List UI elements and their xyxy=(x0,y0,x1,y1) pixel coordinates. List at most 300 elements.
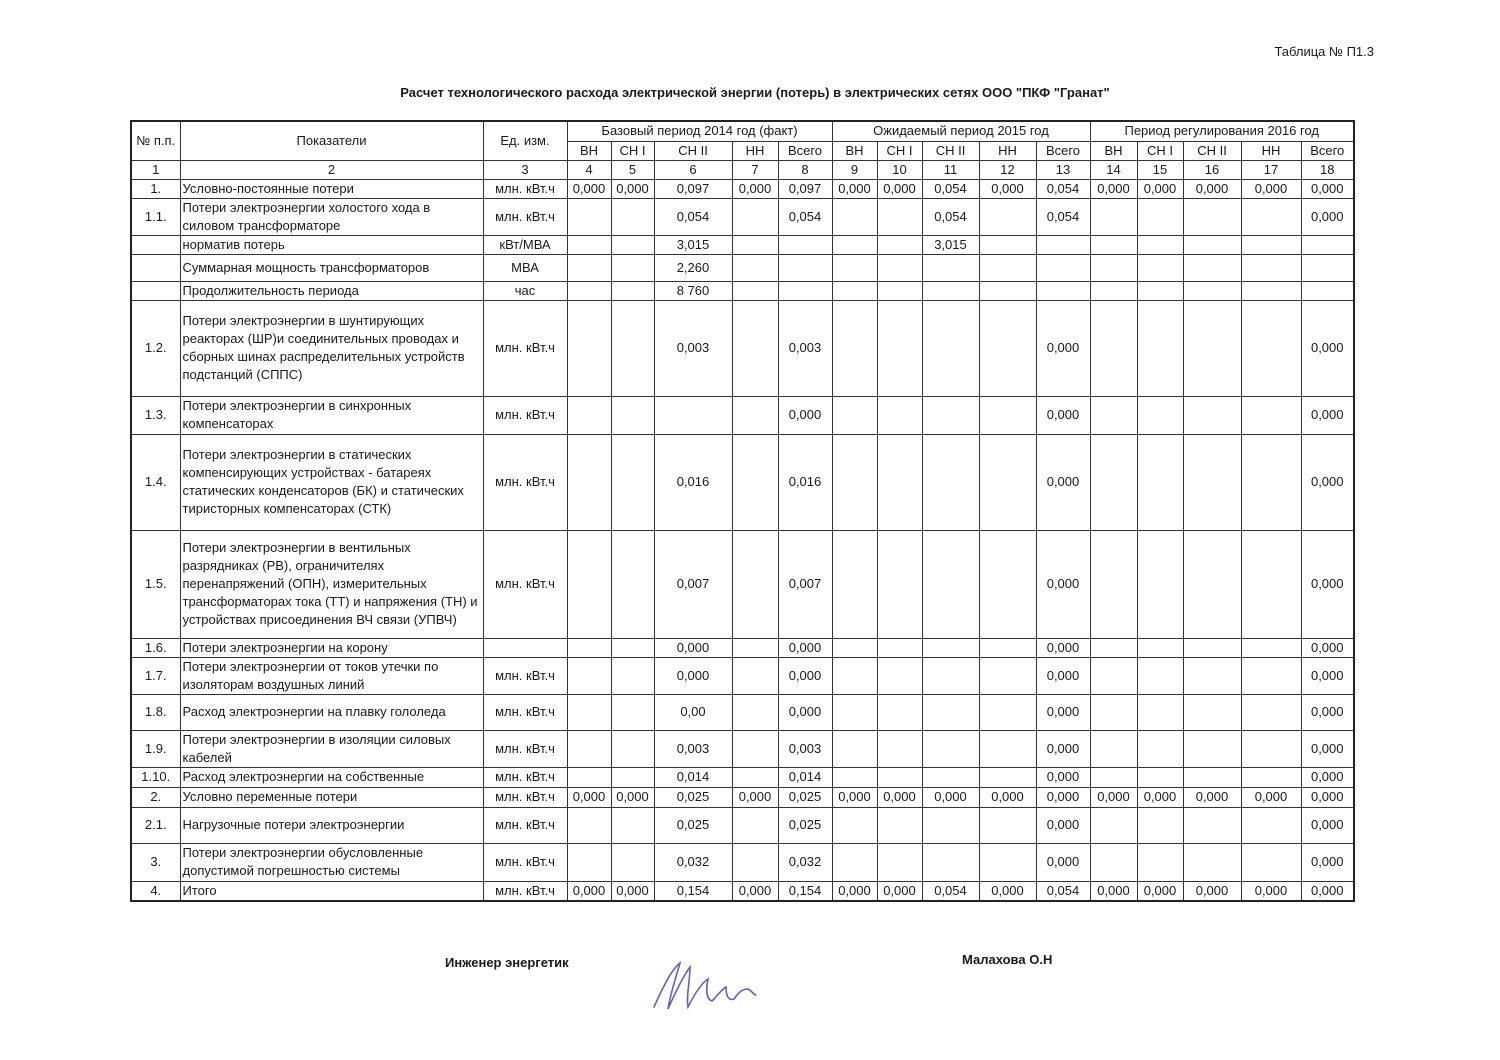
value-cell xyxy=(979,300,1036,396)
value-cell: 0,000 xyxy=(1090,179,1137,198)
value-cell xyxy=(732,657,778,694)
value-cell xyxy=(611,694,654,730)
value-cell: 0,025 xyxy=(778,787,832,807)
value-cell: 0,000 xyxy=(1137,179,1183,198)
table-row xyxy=(131,881,1354,901)
column-number: 11 xyxy=(922,160,979,179)
row-number: 1.8. xyxy=(131,694,180,730)
value-cell xyxy=(1090,767,1137,787)
value-cell xyxy=(922,807,979,843)
value-cell xyxy=(567,638,611,657)
value-cell xyxy=(1036,254,1090,281)
value-cell: 0,032 xyxy=(778,843,832,881)
value-cell xyxy=(832,807,877,843)
value-cell: 0,00 xyxy=(654,694,732,730)
column-number: 8 xyxy=(778,160,832,179)
value-cell: 0,014 xyxy=(654,767,732,787)
value-cell xyxy=(567,843,611,881)
value-cell xyxy=(832,235,877,254)
value-cell: 0,003 xyxy=(778,730,832,767)
value-cell xyxy=(1241,254,1301,281)
row-indicator: Потери электроэнергии в статических компенсирующих устройствах - батареях статических конденсаторов (БК) и статических тиристорных компенсаторах (СТК) xyxy=(180,434,483,530)
value-cell xyxy=(832,638,877,657)
value-cell: 0,003 xyxy=(654,300,732,396)
value-cell: 0,000 xyxy=(1301,198,1354,235)
table-row xyxy=(131,638,1354,657)
value-cell: 0,000 xyxy=(567,179,611,198)
value-cell xyxy=(1090,843,1137,881)
value-cell: 0,000 xyxy=(654,657,732,694)
row-unit: млн. кВт.ч xyxy=(483,807,567,843)
value-cell: 0,007 xyxy=(778,530,832,638)
value-cell xyxy=(1036,281,1090,300)
value-cell: 3,015 xyxy=(654,235,732,254)
row-indicator: Потери электроэнергии на корону xyxy=(180,638,483,657)
value-cell xyxy=(922,434,979,530)
value-cell xyxy=(611,657,654,694)
row-number: 1.5. xyxy=(131,530,180,638)
row-unit: час xyxy=(483,281,567,300)
value-cell xyxy=(567,807,611,843)
value-cell xyxy=(1241,530,1301,638)
value-cell: 0,000 xyxy=(1241,179,1301,198)
subheader-cell: ВН xyxy=(832,141,877,160)
value-cell xyxy=(1090,730,1137,767)
row-unit: млн. кВт.ч xyxy=(483,730,567,767)
subheader-cell: Всего xyxy=(1036,141,1090,160)
row-unit xyxy=(483,638,567,657)
value-cell: 0,000 xyxy=(778,657,832,694)
value-cell: 2,260 xyxy=(654,254,732,281)
value-cell: 0,000 xyxy=(1301,807,1354,843)
value-cell: 0,003 xyxy=(778,300,832,396)
value-cell xyxy=(732,434,778,530)
value-cell: 0,000 xyxy=(1301,767,1354,787)
value-cell: 0,000 xyxy=(1036,300,1090,396)
value-cell: 0,054 xyxy=(922,198,979,235)
value-cell: 0,154 xyxy=(778,881,832,901)
value-cell xyxy=(778,281,832,300)
value-cell xyxy=(1036,235,1090,254)
value-cell xyxy=(611,396,654,434)
subheader-cell: Всего xyxy=(1301,141,1354,160)
value-cell xyxy=(1090,254,1137,281)
value-cell xyxy=(654,396,732,434)
value-cell xyxy=(832,730,877,767)
column-number: 3 xyxy=(483,160,567,179)
value-cell: 0,000 xyxy=(1301,694,1354,730)
value-cell xyxy=(922,281,979,300)
value-cell xyxy=(611,254,654,281)
value-cell: 0,054 xyxy=(922,179,979,198)
value-cell xyxy=(979,198,1036,235)
value-cell xyxy=(1241,434,1301,530)
row-number: 3. xyxy=(131,843,180,881)
value-cell xyxy=(1241,807,1301,843)
value-cell xyxy=(1183,530,1241,638)
value-cell xyxy=(1183,807,1241,843)
value-cell xyxy=(832,300,877,396)
value-cell xyxy=(922,300,979,396)
value-cell xyxy=(567,281,611,300)
column-number: 4 xyxy=(567,160,611,179)
row-unit: млн. кВт.ч xyxy=(483,843,567,881)
value-cell xyxy=(1301,235,1354,254)
value-cell: 0,000 xyxy=(832,881,877,901)
value-cell xyxy=(611,281,654,300)
value-cell xyxy=(1183,281,1241,300)
value-cell: 0,000 xyxy=(1301,730,1354,767)
document-title: Расчет технологического расхода электрической энергии (потерь) в электрических сетях ООО "ПКФ "Гранат" xyxy=(400,85,1110,100)
row-unit: млн. кВт.ч xyxy=(483,694,567,730)
value-cell: 0,000 xyxy=(979,787,1036,807)
value-cell: 0,000 xyxy=(1241,787,1301,807)
value-cell xyxy=(1241,694,1301,730)
value-cell xyxy=(732,638,778,657)
value-cell: 0,000 xyxy=(778,396,832,434)
value-cell xyxy=(877,530,922,638)
value-cell: 0,000 xyxy=(1241,881,1301,901)
column-number: 18 xyxy=(1301,160,1354,179)
subheader-cell: СН I xyxy=(877,141,922,160)
value-cell xyxy=(1137,434,1183,530)
column-number: 2 xyxy=(180,160,483,179)
value-cell: 0,000 xyxy=(1301,657,1354,694)
value-cell xyxy=(1090,807,1137,843)
value-cell: 0,000 xyxy=(732,179,778,198)
value-cell xyxy=(1137,638,1183,657)
value-cell xyxy=(1137,730,1183,767)
row-indicator: Потери электроэнергии от токов утечки по изоляторам воздушных линий xyxy=(180,657,483,694)
value-cell xyxy=(732,281,778,300)
value-cell xyxy=(877,198,922,235)
value-cell xyxy=(1090,300,1137,396)
value-cell: 0,000 xyxy=(1301,881,1354,901)
value-cell: 0,000 xyxy=(1036,843,1090,881)
subheader-cell: ВН xyxy=(567,141,611,160)
subheader-cell: НН xyxy=(732,141,778,160)
value-cell: 0,000 xyxy=(1036,807,1090,843)
value-cell xyxy=(1183,235,1241,254)
value-cell xyxy=(979,638,1036,657)
table-row xyxy=(131,787,1354,807)
value-cell: 0,000 xyxy=(1301,638,1354,657)
value-cell xyxy=(611,843,654,881)
value-cell: 0,054 xyxy=(1036,179,1090,198)
value-cell xyxy=(922,530,979,638)
value-cell xyxy=(922,657,979,694)
row-unit: млн. кВт.ч xyxy=(483,767,567,787)
value-cell xyxy=(732,730,778,767)
column-number: 9 xyxy=(832,160,877,179)
table-row xyxy=(131,530,1354,638)
value-cell xyxy=(922,254,979,281)
value-cell: 0,000 xyxy=(1090,881,1137,901)
value-cell: 0,097 xyxy=(654,179,732,198)
column-number: 14 xyxy=(1090,160,1137,179)
subheader-cell: СН II xyxy=(654,141,732,160)
value-cell xyxy=(1137,281,1183,300)
value-cell xyxy=(922,694,979,730)
value-cell xyxy=(1137,254,1183,281)
value-cell xyxy=(877,235,922,254)
value-cell: 0,032 xyxy=(654,843,732,881)
row-indicator: Итого xyxy=(180,881,483,901)
value-cell: 0,000 xyxy=(567,881,611,901)
value-cell xyxy=(611,767,654,787)
value-cell xyxy=(1137,300,1183,396)
value-cell xyxy=(1183,198,1241,235)
table-row xyxy=(131,843,1354,881)
value-cell xyxy=(877,730,922,767)
row-unit: МВА xyxy=(483,254,567,281)
table-row xyxy=(131,281,1354,300)
value-cell xyxy=(1090,657,1137,694)
row-unit: млн. кВт.ч xyxy=(483,657,567,694)
value-cell xyxy=(877,396,922,434)
column-number: 12 xyxy=(979,160,1036,179)
header-indicators: Показатели xyxy=(180,121,483,160)
value-cell xyxy=(611,235,654,254)
value-cell: 0,000 xyxy=(654,638,732,657)
value-cell xyxy=(922,843,979,881)
value-cell: 0,000 xyxy=(1301,300,1354,396)
value-cell xyxy=(979,807,1036,843)
value-cell xyxy=(1137,198,1183,235)
value-cell xyxy=(832,198,877,235)
row-indicator: Нагрузочные потери электроэнергии xyxy=(180,807,483,843)
subheader-cell: СН I xyxy=(611,141,654,160)
value-cell: 0,000 xyxy=(732,787,778,807)
row-indicator: Потери электроэнергии обусловленные допустимой погрешностью системы xyxy=(180,843,483,881)
table-row xyxy=(131,179,1354,198)
value-cell xyxy=(877,843,922,881)
value-cell xyxy=(922,730,979,767)
value-cell xyxy=(732,254,778,281)
value-cell xyxy=(1183,638,1241,657)
value-cell xyxy=(567,530,611,638)
value-cell: 0,000 xyxy=(1036,530,1090,638)
table-row xyxy=(131,730,1354,767)
value-cell xyxy=(922,638,979,657)
row-number: 2. xyxy=(131,787,180,807)
row-unit: млн. кВт.ч xyxy=(483,787,567,807)
subheader-cell: НН xyxy=(979,141,1036,160)
value-cell xyxy=(877,300,922,396)
value-cell xyxy=(1183,694,1241,730)
value-cell xyxy=(567,396,611,434)
value-cell xyxy=(611,434,654,530)
value-cell xyxy=(922,767,979,787)
column-number: 17 xyxy=(1241,160,1301,179)
value-cell xyxy=(732,807,778,843)
column-number: 13 xyxy=(1036,160,1090,179)
value-cell: 0,000 xyxy=(1036,730,1090,767)
value-cell: 0,025 xyxy=(654,807,732,843)
value-cell xyxy=(979,843,1036,881)
row-unit: млн. кВт.ч xyxy=(483,179,567,198)
value-cell: 0,154 xyxy=(654,881,732,901)
value-cell: 0,054 xyxy=(1036,198,1090,235)
value-cell xyxy=(1301,281,1354,300)
row-number: 1.6. xyxy=(131,638,180,657)
value-cell: 0,000 xyxy=(832,787,877,807)
header-unit: Ед. изм. xyxy=(483,121,567,160)
value-cell xyxy=(567,254,611,281)
value-cell xyxy=(567,694,611,730)
handwritten-signature xyxy=(650,955,760,1020)
value-cell xyxy=(979,530,1036,638)
value-cell xyxy=(1137,530,1183,638)
subheader-cell: СН I xyxy=(1137,141,1183,160)
losses-table xyxy=(130,120,1355,902)
column-number: 10 xyxy=(877,160,922,179)
value-cell: 0,025 xyxy=(654,787,732,807)
signer-position: Инженер энергетик xyxy=(445,955,569,970)
value-cell: 0,054 xyxy=(778,198,832,235)
value-cell xyxy=(567,767,611,787)
value-cell xyxy=(1183,767,1241,787)
value-cell: 0,000 xyxy=(611,179,654,198)
header-group-base: Базовый период 2014 год (факт) xyxy=(567,121,832,141)
row-indicator: Потери электроэнергии в синхронных компенсаторах xyxy=(180,396,483,434)
column-number: 6 xyxy=(654,160,732,179)
value-cell: 0,007 xyxy=(654,530,732,638)
value-cell xyxy=(1301,254,1354,281)
value-cell: 0,054 xyxy=(922,881,979,901)
value-cell: 0,000 xyxy=(1036,638,1090,657)
table-row xyxy=(131,767,1354,787)
value-cell xyxy=(1241,396,1301,434)
subheader-cell: СН II xyxy=(922,141,979,160)
value-cell xyxy=(1090,638,1137,657)
value-cell xyxy=(1137,235,1183,254)
table-row xyxy=(131,694,1354,730)
value-cell xyxy=(922,396,979,434)
row-number: 1.1. xyxy=(131,198,180,235)
value-cell xyxy=(1137,694,1183,730)
row-number: 1. xyxy=(131,179,180,198)
value-cell xyxy=(877,434,922,530)
subheader-cell: Всего xyxy=(778,141,832,160)
value-cell xyxy=(732,396,778,434)
table-row xyxy=(131,300,1354,396)
value-cell xyxy=(1241,638,1301,657)
value-cell: 0,000 xyxy=(611,881,654,901)
value-cell xyxy=(611,638,654,657)
value-cell: 0,025 xyxy=(778,807,832,843)
value-cell: 0,000 xyxy=(832,179,877,198)
row-number: 1.10. xyxy=(131,767,180,787)
value-cell xyxy=(1241,730,1301,767)
value-cell xyxy=(1090,396,1137,434)
value-cell xyxy=(979,281,1036,300)
value-cell xyxy=(1241,657,1301,694)
value-cell: 0,000 xyxy=(778,694,832,730)
value-cell: 0,000 xyxy=(979,179,1036,198)
row-unit: млн. кВт.ч xyxy=(483,881,567,901)
value-cell xyxy=(732,694,778,730)
value-cell xyxy=(877,281,922,300)
row-indicator: Расход электроэнергии на плавку гололеда xyxy=(180,694,483,730)
value-cell xyxy=(832,530,877,638)
value-cell xyxy=(877,807,922,843)
row-number: 1.7. xyxy=(131,657,180,694)
value-cell xyxy=(611,300,654,396)
value-cell xyxy=(1137,807,1183,843)
value-cell xyxy=(1090,198,1137,235)
value-cell: 0,000 xyxy=(922,787,979,807)
row-indicator: норматив потерь xyxy=(180,235,483,254)
value-cell xyxy=(1090,281,1137,300)
table-row xyxy=(131,198,1354,235)
value-cell xyxy=(1241,235,1301,254)
value-cell xyxy=(979,235,1036,254)
value-cell: 0,000 xyxy=(1301,843,1354,881)
value-cell xyxy=(1241,281,1301,300)
value-cell xyxy=(611,530,654,638)
row-unit: млн. кВт.ч xyxy=(483,198,567,235)
header-group-expected: Ожидаемый период 2015 год xyxy=(832,121,1090,141)
value-cell xyxy=(832,657,877,694)
row-unit: млн. кВт.ч xyxy=(483,300,567,396)
table-row xyxy=(131,254,1354,281)
value-cell xyxy=(778,235,832,254)
value-cell xyxy=(1090,530,1137,638)
value-cell xyxy=(611,807,654,843)
value-cell xyxy=(1137,657,1183,694)
value-cell xyxy=(979,694,1036,730)
header-group-regulation: Период регулирования 2016 год xyxy=(1090,121,1354,141)
table-row xyxy=(131,235,1354,254)
value-cell: 0,000 xyxy=(877,787,922,807)
value-cell xyxy=(877,254,922,281)
column-number: 15 xyxy=(1137,160,1183,179)
row-indicator: Потери электроэнергии в шунтирующих реакторах (ШР)и соединительных проводах и сборных шинах распределительных устройств подстанций (СППС) xyxy=(180,300,483,396)
subheader-cell: СН II xyxy=(1183,141,1241,160)
value-cell xyxy=(1183,254,1241,281)
subheader-cell: НН xyxy=(1241,141,1301,160)
value-cell: 0,000 xyxy=(1137,787,1183,807)
value-cell: 0,000 xyxy=(567,787,611,807)
value-cell: 0,014 xyxy=(778,767,832,787)
value-cell: 0,003 xyxy=(654,730,732,767)
value-cell xyxy=(1183,730,1241,767)
value-cell xyxy=(611,198,654,235)
value-cell xyxy=(877,638,922,657)
row-unit: млн. кВт.ч xyxy=(483,530,567,638)
value-cell xyxy=(567,300,611,396)
value-cell xyxy=(1183,657,1241,694)
value-cell xyxy=(1090,235,1137,254)
value-cell xyxy=(832,843,877,881)
value-cell: 0,097 xyxy=(778,179,832,198)
value-cell xyxy=(1137,396,1183,434)
table-row xyxy=(131,807,1354,843)
value-cell: 0,000 xyxy=(1301,396,1354,434)
value-cell: 0,000 xyxy=(778,638,832,657)
value-cell xyxy=(567,657,611,694)
row-number: 1.2. xyxy=(131,300,180,396)
row-number xyxy=(131,281,180,300)
value-cell: 0,000 xyxy=(1090,787,1137,807)
value-cell xyxy=(979,730,1036,767)
value-cell xyxy=(732,767,778,787)
value-cell xyxy=(832,434,877,530)
value-cell: 0,016 xyxy=(654,434,732,530)
value-cell: 0,000 xyxy=(979,881,1036,901)
signer-name: Малахова О.Н xyxy=(962,952,1053,967)
